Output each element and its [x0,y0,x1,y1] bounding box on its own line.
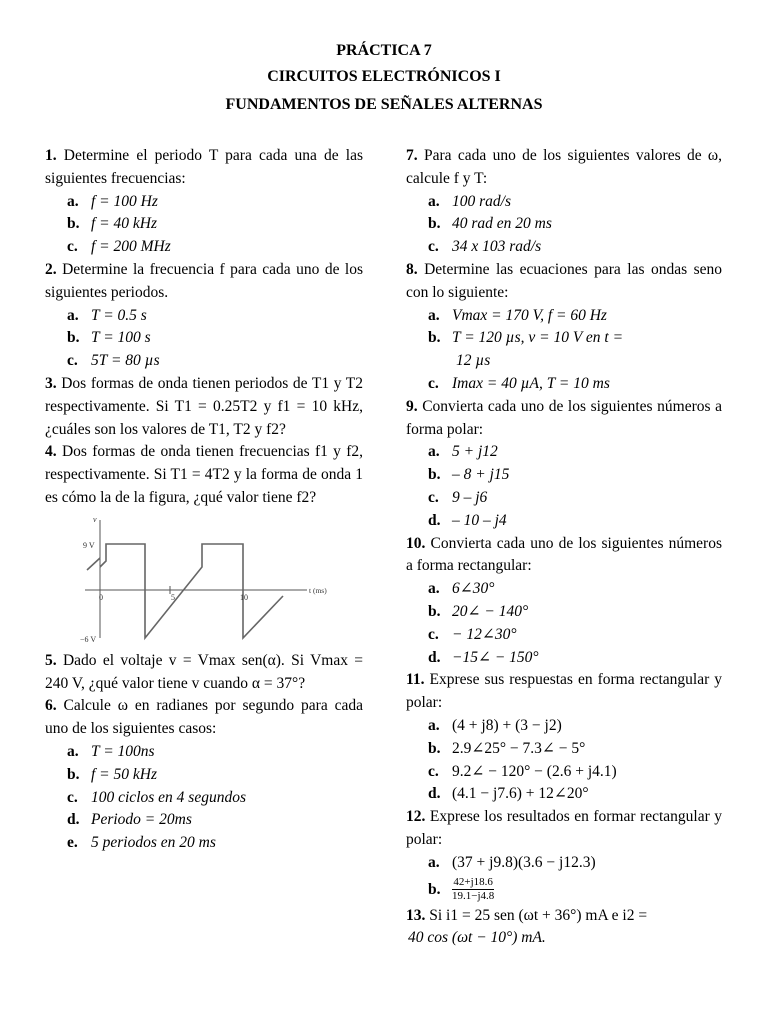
question-number: 8. [406,260,418,278]
question-11 [406,669,722,715]
item-label: b. [67,215,80,233]
list-item [45,305,363,328]
list-item [45,350,363,373]
right-column [406,145,722,950]
list-item [45,213,363,236]
t-axis-label: t (ms) [309,585,327,595]
item-label: d. [428,648,441,666]
list-item [406,510,722,533]
item-label: a. [428,192,440,210]
item-label: a. [428,716,440,734]
question-number: 1. [45,147,57,164]
item-value: T = 100ns [91,742,155,760]
question-number: 6. [45,697,57,715]
item-value: f = 200 MHz [91,238,171,256]
question-13 [406,905,722,928]
item-value: −15∠ − 150° [452,648,539,666]
question-4 [45,441,363,509]
list-item [406,441,722,464]
item-value: – 8 + j15 [452,466,510,484]
item-label: b. [428,739,441,757]
item-value: − 12∠30° [452,625,517,643]
item-label: c. [67,788,78,806]
list-item [406,373,722,396]
question-number: 7. [406,147,418,164]
item-value: 40 rad en 20 ms [452,215,552,233]
question-5 [45,650,363,696]
x0-label: 0 [99,592,103,602]
item-value: 9.2∠ − 120° − (2.6 + j4.1) [452,762,617,780]
question-text: Exprese sus respuestas en forma rectangular y polar: [406,671,723,712]
list-item [45,191,363,214]
item-value: Periodo = 20ms [91,811,192,829]
item-value: 100 ciclos en 4 segundos [91,788,246,806]
y-bottom-label: −6 V [80,634,97,644]
fraction [452,876,494,903]
question-10 [406,533,722,579]
item-value: 34 x 103 rad/s [452,238,542,256]
question-number: 12. [406,808,426,826]
page-title-line2: CIRCUITOS ELECTRÓNICOS I [267,68,501,85]
question-3 [45,373,363,441]
question-number: 9. [406,397,418,415]
question-text: Exprese los resultados en formar rectangular y polar: [406,808,722,848]
list-item [45,764,363,787]
waveform-trace [100,544,283,638]
item-label: a. [67,742,79,760]
question-text: Convierta cada uno de los siguientes números a forma polar: [406,397,723,438]
list-item [406,601,722,624]
x5-label: 5 [171,592,175,602]
list-item [406,464,722,487]
question-number: 10. [406,534,426,552]
list-item [45,741,363,764]
question-12 [406,806,722,852]
item-label: c. [428,625,439,643]
question-number: 13. [406,906,426,924]
list-item [406,783,722,806]
fraction-numerator: 42+j18.6 [453,876,493,889]
left-column [45,145,363,855]
fraction-denominator: 19.1−j4.8 [452,890,495,903]
item-label: a. [67,306,79,324]
item-label: c. [428,374,439,392]
item-label: b. [428,329,441,347]
item-label: c. [428,238,439,256]
list-item [406,578,722,601]
item-value: (4 + j8) + (3 − j2) [452,716,562,734]
question-number: 2. [45,260,57,278]
item-value: – 10 – j4 [452,511,507,529]
item-label: a. [428,306,440,324]
item-value: T = 100 s [91,329,151,347]
item-label: d. [428,511,441,529]
list-item [45,236,363,259]
item-label: a. [428,580,440,598]
question-6 [45,695,363,741]
question-number: 11. [406,671,425,689]
list-item [45,787,363,810]
item-label: b. [428,215,441,233]
list-item [406,875,722,905]
item-label: b. [67,765,80,783]
question-text: Dos formas de onda tienen frecuencias f1 y f2, respectivamente. Si T1 = 4T2 y la forma de onda 1 es cómo la de la figura, ¿qué valor tiene f2? [45,443,364,506]
item-label: a. [428,853,440,871]
list-item [406,487,722,510]
v-axis-label: v [93,514,97,524]
item-label: c. [428,488,439,506]
list-item [406,213,722,236]
item-value: 5 + j12 [452,443,498,461]
question-text: Si i1 = 25 sen (ωt + 36°) mA e i2 = [429,906,648,924]
list-item [406,191,722,214]
question-text: Dado el voltaje v = Vmax sen(α). Si Vmax = 240 V, ¿qué valor tiene v cuando α = 37°? [45,651,363,692]
item-value: Vmax = 170 V, f = 60 Hz [452,306,607,324]
page-title-line1: PRÁCTICA 7 [336,42,432,59]
question-2 [45,259,363,305]
waveform-figure [45,510,363,650]
list-item [406,852,722,875]
item-label: d. [428,785,441,803]
item-label: e. [67,834,78,852]
question-text: Convierta cada uno de los siguientes números a forma rectangular: [406,534,722,575]
question-number: 5. [45,651,57,669]
item-label: a. [67,192,79,210]
item-label: d. [67,811,80,829]
item-value: T = 0.5 s [91,306,147,324]
item-label: b. [428,602,441,620]
question-13-continuation [406,927,722,950]
list-item [406,647,722,670]
item-label: c. [67,352,78,370]
item-label: c. [428,762,439,780]
item-value: f = 50 kHz [91,765,157,783]
x10-label: 10 [240,592,248,602]
question-8 [406,259,722,305]
question-number: 3. [45,374,57,392]
item-value: 5T = 80 µs [91,352,160,370]
item-value: 5 periodos en 20 ms [91,834,216,852]
list-item [406,715,722,738]
question-text: Dos formas de onda tienen periodos de T1 y T2 respectivamente. Si T1 = 0.25T2 y f1 = 10 kHz, ¿cuáles son los valores de T1, T2 y f2? [45,374,363,438]
list-item [45,327,363,350]
question-text: Determine la frecuencia f para cada uno de los siguientes periodos. [45,260,363,301]
question-7 [406,145,722,191]
item-label: b. [428,880,441,898]
list-item [406,738,722,761]
item-value: Imax = 40 µA, T = 10 ms [452,374,610,392]
list-item [406,761,722,784]
item-value: T = 120 µs, v = 10 V en t = [452,329,624,347]
item-label: c. [67,238,78,256]
item-value: (37 + j9.8)(3.6 − j12.3) [452,853,596,871]
question-text: Calcule ω en radianes por segundo para cada uno de los siguientes casos: [45,697,364,738]
question-1 [45,145,363,191]
y-top-label: 9 V [83,540,95,550]
list-item-continuation [406,350,722,373]
item-value: 6∠30° [452,580,495,598]
list-item [406,236,722,259]
item-value: 12 µs [456,352,491,370]
item-value: (4.1 − j7.6) + 12∠20° [452,785,589,803]
list-item [45,809,363,832]
item-value: 2.9∠25° − 7.3∠ − 5° [452,739,586,757]
item-value: 9 – j6 [452,488,488,506]
list-item [406,327,722,350]
question-text: 40 cos (ωt − 10°) mA. [408,929,546,947]
item-value: 20∠ − 140° [452,602,529,620]
question-text: Para cada uno de los siguientes valores de ω, calcule f y T: [406,147,723,187]
list-item [406,624,722,647]
item-value: f = 100 Hz [91,192,158,210]
question-number: 4. [45,443,57,461]
question-text: Determine el periodo T para cada una de las siguientes frecuencias: [45,147,363,187]
question-text: Determine las ecuaciones para las ondas seno con lo siguiente: [406,260,722,301]
item-label: b. [428,466,441,484]
page-title-line3: FUNDAMENTOS DE SEÑALES ALTERNAS [225,96,543,113]
list-item [45,832,363,855]
list-item [406,305,722,328]
question-9 [406,396,722,442]
item-value: 100 rad/s [452,192,511,210]
item-value: f = 40 kHz [91,215,157,233]
item-label: a. [428,443,440,461]
item-label: b. [67,329,80,347]
